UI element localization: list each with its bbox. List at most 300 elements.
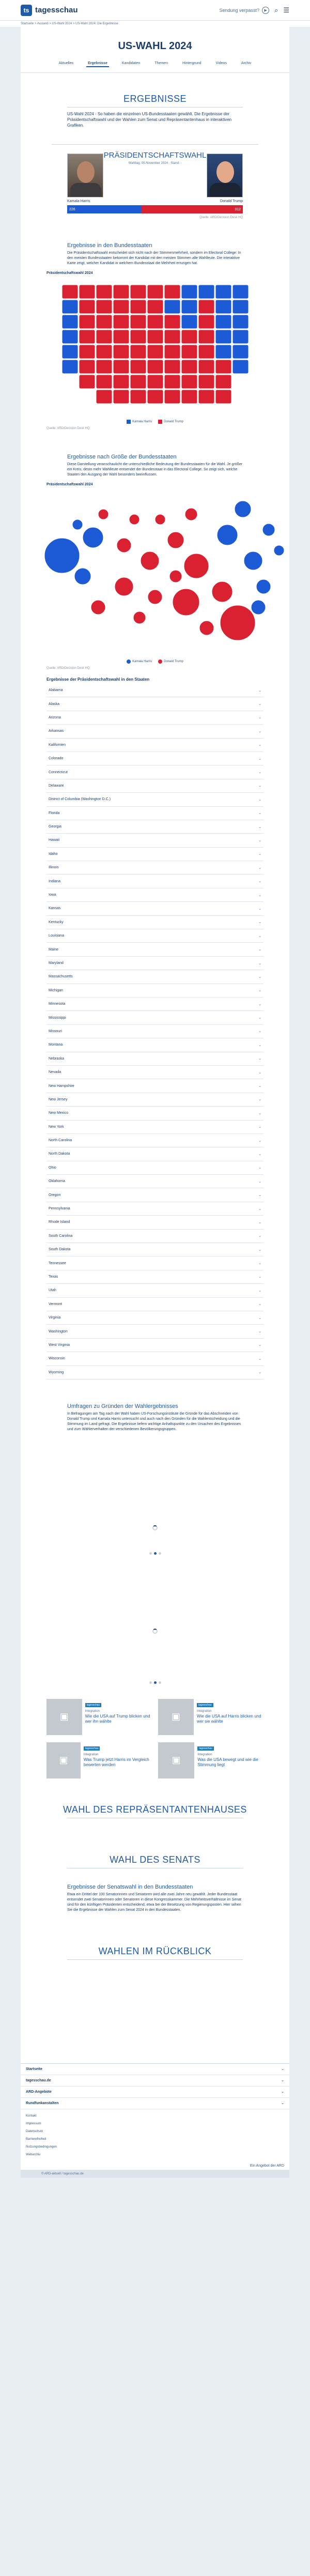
menu-icon[interactable]: ☰ [283, 6, 289, 14]
state-row[interactable]: Kentucky ⌄ [47, 916, 264, 929]
map-source: Quelle: ARD/Decision Desk HQ [47, 427, 90, 430]
state-bubble [251, 600, 266, 615]
state-shape [181, 375, 197, 389]
chevron-down-icon: ⌄ [258, 852, 261, 856]
state-bubble [274, 545, 284, 556]
live-label: Sendung verpasst? [219, 7, 260, 13]
polls-section [67, 1403, 243, 1432]
state-bubble [169, 570, 182, 582]
legend-rep: Donald Trump [158, 420, 183, 424]
chevron-down-icon: ⌄ [258, 1070, 261, 1075]
state-shape [130, 390, 146, 404]
state-row[interactable]: Idaho ⌄ [47, 848, 264, 861]
state-row[interactable]: Ohio ⌄ [47, 1161, 264, 1175]
ard-logo[interactable]: Ein Angebot der ARD [250, 2164, 284, 2168]
chevron-down-icon: ⌄ [258, 921, 261, 925]
chevron-down-icon: ⌄ [281, 2090, 284, 2094]
chevron-down-icon: ⌄ [258, 838, 261, 842]
state-shape [147, 300, 163, 314]
teaser-card[interactable]: ▣ tagesschau Integration Was Trump jetzt Harris im Vergleich bewerten werden [47, 1742, 152, 1778]
image-placeholder-icon: ▣ [158, 1742, 194, 1778]
state-shape [113, 285, 129, 299]
harris-votes-bar: 226 [67, 205, 141, 213]
chevron-down-icon: ⌄ [281, 2079, 284, 2083]
trump-votes-bar: 312 [141, 205, 243, 213]
top-bar [0, 0, 310, 21]
cartogram-text: Diese Darstellung veranschaulicht die unterschiedliche Bedeutung der Bundesstaaten für die Wahl. Je größer ein Kreis, desto mehr Wahlleute entsendet der Bundesstaat in das Electoral College. So zeigt sich, welche Staaten den Ausgang der Wahl besonders beeinflussen. [67, 463, 243, 477]
state-row[interactable]: Washington ⌄ [47, 1325, 264, 1338]
state-bubble [167, 532, 184, 548]
tagesschau-logo-icon: ts [21, 5, 32, 16]
senate-heading: WAHL DES SENATS [110, 1854, 200, 1865]
state-row[interactable]: Colorado ⌄ [47, 752, 264, 765]
state-shape [147, 375, 163, 389]
state-row[interactable]: New Jersey ⌄ [47, 1093, 264, 1107]
state-shape [96, 360, 112, 374]
state-shape [147, 285, 163, 299]
chevron-down-icon: ⌄ [258, 907, 261, 911]
state-row[interactable]: Nebraska ⌄ [47, 1052, 264, 1066]
map-section-title: Ergebnisse in den Bundesstaaten [67, 242, 152, 249]
polls-title: Umfragen zu Gründen der Wahlergebnisses [67, 1403, 178, 1409]
state-row[interactable]: North Carolina ⌄ [47, 1134, 264, 1147]
states-accordion [47, 684, 264, 1379]
breadcrumb[interactable]: Startseite > Ausland > US-Wahl 2024 > US-Wahl 2024: Die Ergebnisse [0, 21, 310, 27]
state-row[interactable]: Michigan ⌄ [47, 984, 264, 998]
state-row[interactable]: Georgia ⌄ [47, 820, 264, 834]
state-bubble [185, 508, 197, 520]
chevron-down-icon: ⌄ [258, 811, 261, 816]
chevron-down-icon: ⌄ [258, 1220, 261, 1224]
state-shape [233, 285, 249, 299]
state-row[interactable]: Hawaii ⌄ [47, 834, 264, 847]
main-content [21, 27, 289, 2063]
states-list-title: Ergebnisse der Präsidentschaftswahl in den Staaten [47, 677, 150, 682]
state-bubble [115, 577, 133, 596]
state-shape [130, 375, 146, 389]
state-shape [233, 315, 249, 329]
state-shape [164, 330, 180, 344]
state-shape [198, 375, 214, 389]
chevron-down-icon: ⌄ [258, 1002, 261, 1006]
state-shape [62, 345, 78, 359]
teaser-grid [47, 1699, 264, 1778]
state-row[interactable]: Pennsylvania ⌄ [47, 1202, 264, 1216]
state-row[interactable]: Tennessee ⌄ [47, 1256, 264, 1270]
chevron-down-icon: ⌄ [258, 1330, 261, 1334]
state-shape [79, 300, 95, 314]
footer-link[interactable]: Barrierefreiheit [26, 2137, 47, 2141]
state-shape [130, 300, 146, 314]
state-shape [164, 315, 180, 329]
state-row[interactable]: Florida ⌄ [47, 807, 264, 820]
state-shape [79, 330, 95, 344]
state-shape [164, 345, 180, 359]
chevron-down-icon: ⌄ [258, 1043, 261, 1047]
state-bubble [83, 527, 103, 548]
state-shape [96, 345, 112, 359]
state-shape [96, 315, 112, 329]
cartogram-figure-title: Präsidentschaftswahl 2024 [47, 483, 93, 486]
state-shape [233, 345, 249, 359]
state-bubble [155, 514, 165, 525]
state-shape [198, 330, 214, 344]
teaser-card[interactable]: ▣ tagesschau Integration Wie die USA auf Harris blicken und wer sie wählte [158, 1699, 264, 1735]
state-shape [130, 330, 146, 344]
state-shape [62, 300, 78, 314]
cartogram-source: Quelle: ARD/Decision Desk HQ [47, 667, 90, 670]
electoral-bar [67, 205, 243, 213]
state-shape [164, 300, 180, 314]
state-shape [215, 360, 231, 374]
state-shape [113, 390, 129, 404]
tab-hintergrund[interactable]: Hintergrund [182, 62, 202, 65]
state-bubble [44, 538, 80, 573]
state-shape [62, 315, 78, 329]
chevron-down-icon: ⌄ [258, 1275, 261, 1279]
footer-item[interactable]: tagesschau.de ⌄ [21, 2075, 289, 2087]
slider-dots[interactable] [21, 1681, 289, 1684]
state-shape [164, 285, 180, 299]
chevron-down-icon: ⌄ [258, 1302, 261, 1307]
tab-archiv[interactable]: Archiv [241, 62, 252, 65]
state-row[interactable]: South Carolina ⌄ [47, 1230, 264, 1243]
state-shape [96, 300, 112, 314]
teaser-card[interactable]: ▣ tagesschau Integration Was die USA bewegt und wie die Stimmung liegt [158, 1742, 264, 1778]
chevron-down-icon: ⌄ [258, 716, 261, 720]
chevron-down-icon: ⌄ [258, 1152, 261, 1156]
tab-themen[interactable]: Themen [154, 62, 168, 65]
state-shape [147, 345, 163, 359]
state-shape [96, 330, 112, 344]
state-shape [198, 390, 214, 404]
image-placeholder-icon: ▣ [47, 1699, 82, 1735]
chevron-down-icon: ⌄ [258, 1016, 261, 1020]
chevron-down-icon: ⌄ [281, 2102, 284, 2106]
house-heading: WAHL DES REPRÄSENTANTENHAUSES [63, 1804, 247, 1815]
state-row[interactable]: New Hampshire ⌄ [47, 1079, 264, 1093]
chevron-down-icon: ⌄ [258, 975, 261, 979]
state-shape [62, 285, 78, 299]
tab-bar [21, 60, 289, 73]
state-shape [130, 285, 146, 299]
state-shape [113, 300, 129, 314]
state-shape [198, 300, 214, 314]
state-shape [181, 315, 197, 329]
state-shape [164, 375, 180, 389]
state-shape [79, 345, 95, 359]
loading-spinner-icon [152, 1629, 158, 1634]
state-shape [62, 360, 78, 374]
presidential-card [52, 144, 258, 222]
footer-item[interactable]: Startseite ⌄ [21, 2064, 289, 2075]
state-row[interactable]: Wyoming ⌄ [47, 1366, 264, 1379]
chevron-down-icon: ⌄ [258, 798, 261, 802]
state-shape [215, 300, 231, 314]
state-row[interactable]: Mississippi ⌄ [47, 1011, 264, 1024]
map-section-text: Die Präsidentschaftswahl entscheidet sich nicht nach der Stimmenmehrheit, sondern im Electoral College: In den meisten Bundesstaaten bekommt der Kandidat mit den meisten Stimmen alle Wahlleute. Die interaktive Karte zeigt, welcher Kandidat in welchem Bundesstaat die Mehrheit errungen hat. [67, 251, 241, 265]
chevron-down-icon: ⌄ [258, 1262, 261, 1266]
live-link[interactable] [220, 7, 270, 14]
chevron-down-icon: ⌄ [258, 1139, 261, 1143]
state-row[interactable]: Louisiana ⌄ [47, 929, 264, 943]
state-row[interactable]: Kansas ⌄ [47, 902, 264, 915]
state-shape [147, 330, 163, 344]
image-placeholder-icon: ▣ [47, 1742, 81, 1778]
state-row[interactable]: New York ⌄ [47, 1121, 264, 1134]
chevron-down-icon: ⌄ [258, 784, 261, 788]
state-shape [147, 390, 163, 404]
state-shape [233, 360, 249, 374]
cartogram-legend [21, 660, 289, 664]
state-bubble [235, 501, 251, 517]
footer-link[interactable]: Nutzungsbedingungen [26, 2145, 57, 2149]
state-shape [181, 285, 197, 299]
teaser-card[interactable]: ▣ tagesschau Integration Wie die USA auf Trump blicken und wer ihn wählte [47, 1699, 152, 1735]
chevron-down-icon: ⌄ [258, 1125, 261, 1129]
state-row[interactable]: District of Columbia (Washington D.C.) ⌄ [47, 793, 264, 806]
state-bubble [256, 579, 271, 594]
slider-dots[interactable] [21, 1552, 289, 1555]
chevron-down-icon: ⌄ [258, 702, 261, 707]
page-title: US-WAHL 2024 [118, 40, 192, 52]
harris-name: Kamala Harris [67, 200, 90, 203]
state-row[interactable]: Rhode Island ⌄ [47, 1216, 264, 1229]
state-row[interactable]: Delaware ⌄ [47, 779, 264, 793]
state-shape [215, 390, 231, 404]
state-bubble [212, 581, 233, 602]
state-shape [147, 360, 163, 374]
state-row[interactable]: Maine ⌄ [47, 943, 264, 956]
state-row[interactable]: Vermont ⌄ [47, 1298, 264, 1311]
state-row[interactable]: Maryland ⌄ [47, 957, 264, 970]
copyright: © ARD-aktuell / tagesschau.de [21, 2170, 289, 2178]
state-row[interactable]: Oregon ⌄ [47, 1188, 264, 1202]
presidential-subtitle: Wahltag: 05.November 2024 · Stand: - [128, 162, 182, 165]
state-shape [181, 330, 197, 344]
chevron-down-icon: ⌄ [258, 729, 261, 733]
chevron-down-icon: ⌄ [258, 825, 261, 829]
chevron-down-icon: ⌄ [258, 1371, 261, 1375]
footer [21, 2063, 289, 2170]
chevron-down-icon: ⌄ [258, 1166, 261, 1170]
state-bubble [91, 600, 105, 615]
state-shape [96, 390, 112, 404]
state-row[interactable]: Wisconsin ⌄ [47, 1352, 264, 1366]
state-shape [147, 315, 163, 329]
state-bubble [148, 590, 162, 604]
chevron-down-icon: ⌄ [258, 1357, 261, 1361]
state-shape [96, 285, 112, 299]
state-shape [79, 360, 95, 374]
chevron-down-icon: ⌄ [258, 934, 261, 938]
footer-item[interactable]: ARD-Angebote ⌄ [21, 2087, 289, 2098]
state-shape [113, 345, 129, 359]
state-shape [130, 345, 146, 359]
chevron-down-icon: ⌄ [258, 1234, 261, 1238]
state-shape [181, 300, 197, 314]
tab-aktuelles[interactable]: Aktuelles [58, 62, 74, 65]
state-shape [164, 390, 180, 404]
state-shape [215, 330, 231, 344]
trump-name: Donald Trump [220, 200, 243, 203]
state-shape [62, 330, 78, 344]
bubble-cartogram[interactable] [21, 488, 289, 654]
state-row[interactable]: Missouri ⌄ [47, 1025, 264, 1038]
state-shape [181, 345, 197, 359]
state-shape [198, 315, 214, 329]
state-shape [198, 345, 214, 359]
harris-portrait [67, 154, 103, 197]
state-row[interactable]: Arkansas ⌄ [47, 725, 264, 738]
footer-item[interactable]: Rundfunkanstalten ⌄ [21, 2098, 289, 2109]
state-bubble [98, 509, 109, 519]
state-bubble [199, 621, 214, 635]
state-bubble [217, 525, 238, 545]
chevron-down-icon: ⌄ [258, 948, 261, 952]
footer-link[interactable]: Kontakt [26, 2114, 37, 2118]
state-row[interactable]: Oklahoma ⌄ [47, 1175, 264, 1188]
state-row[interactable]: Alabama ⌄ [47, 684, 264, 697]
state-bubble [133, 611, 146, 624]
tab-ergebnisse[interactable]: Ergebnisse [86, 60, 109, 67]
state-shape [198, 285, 214, 299]
chevron-down-icon: ⌄ [258, 1098, 261, 1102]
state-shape [96, 375, 112, 389]
state-bubble [262, 524, 275, 536]
state-row[interactable]: Alaska ⌄ [47, 697, 264, 711]
state-row[interactable]: Montana ⌄ [47, 1038, 264, 1052]
results-heading: ERGEBNISSE [123, 94, 187, 104]
state-shape [113, 330, 129, 344]
state-shape [130, 315, 146, 329]
polls-text: In Befragungen am Tag nach der Wahl haben US-Forschungsinstitute die Gründe für das Abschneiden von Donald Trump und Kamala Harris untersucht und auch nach den Gründen für die Wahlentscheidung und die Stimmung im Land gefragt. Die Ergebnisse liefern wichtige Anhaltspunkte zu den Ursachen des Ergebnisses und zum Wählerverhalten der verschiedenen Bevölkerungsgruppen. [67, 1412, 241, 1431]
tab-kandidaten[interactable]: Kandidaten [121, 62, 141, 65]
footer-link[interactable]: Webarchiv [26, 2153, 41, 2156]
presidential-title: PRÄSIDENTSCHAFTSWAHL [103, 151, 207, 160]
state-row[interactable]: North Dakota ⌄ [47, 1147, 264, 1161]
image-placeholder-icon: ▣ [158, 1699, 194, 1735]
chevron-down-icon: ⌄ [258, 1289, 261, 1293]
chevron-down-icon: ⌄ [258, 1057, 261, 1061]
state-shape [198, 360, 214, 374]
state-row[interactable]: Indiana ⌄ [47, 875, 264, 888]
chevron-down-icon: ⌄ [258, 961, 261, 965]
chevron-down-icon: ⌄ [281, 2067, 284, 2072]
state-row[interactable]: Arizona ⌄ [47, 711, 264, 725]
poll-slider-2[interactable] [21, 1561, 289, 1691]
state-shape [181, 360, 197, 374]
legend-rep-2: Donald Trump [158, 660, 183, 664]
state-bubble [74, 568, 91, 585]
cartogram-title: Ergebnisse nach Größe der Bundesstaaten [67, 454, 177, 460]
state-shape [113, 375, 129, 389]
state-row[interactable]: Connecticut ⌄ [47, 765, 264, 779]
state-shape [79, 315, 95, 329]
map-figure-title: Präsidentschaftswahl 2024 [47, 271, 93, 275]
chevron-down-icon: ⌄ [258, 771, 261, 775]
state-row[interactable]: Massachusetts ⌄ [47, 970, 264, 984]
state-bubble [173, 589, 199, 616]
state-shape [79, 375, 95, 389]
chevron-down-icon: ⌄ [258, 1316, 261, 1320]
loading-spinner-icon [152, 1525, 158, 1530]
footer-link[interactable]: Datenschutz [26, 2129, 43, 2133]
state-row[interactable]: Nevada ⌄ [47, 1066, 264, 1079]
results-lead: US-Wahl 2024 - So haben die einzelnen US-Bundesstaaten gewählt. Die Ergebnisse der Präsidentschaftswahl und der Wahlen zum Senat und Repräsentantenhaus in interaktiven Grafiken. [67, 112, 232, 128]
chevron-down-icon: ⌄ [258, 866, 261, 870]
logo[interactable] [21, 5, 78, 16]
chevron-down-icon: ⌄ [258, 1030, 261, 1034]
chevron-down-icon: ⌄ [258, 893, 261, 897]
footer-link[interactable]: Impressum [26, 2122, 41, 2125]
state-row[interactable]: Virginia ⌄ [47, 1311, 264, 1325]
state-row[interactable]: New Mexico ⌄ [47, 1107, 264, 1120]
presidential-source: Quelle: ARD/Decision Desk HQ [199, 216, 243, 219]
state-shape [215, 285, 231, 299]
chevron-down-icon: ⌄ [258, 688, 261, 693]
chevron-down-icon: ⌄ [258, 757, 261, 761]
state-row[interactable]: Utah ⌄ [47, 1284, 264, 1297]
state-shape [215, 375, 231, 389]
senate-text: Etwa ein Drittel der 100 Senatorinnen und Senatoren wird alle zwei Jahre neu gewählt. Jeder Bundesstaat entsendet zwei Senatorinnen oder Senatoren in diese Kongresskammer. Die Mehrheitsverhältnisse im Senat sind für den künftigen Präsidenten entscheidend, etwa bei der Besetzung von Regierungsposten. Hier sehen Sie die Ergebnisse der Wahlen zum Senat 2024 in den Bundesstaaten. [67, 1892, 241, 1912]
candidates [52, 154, 258, 197]
state-row[interactable]: South Dakota ⌄ [47, 1243, 264, 1256]
chevron-down-icon: ⌄ [258, 1193, 261, 1198]
state-bubble [117, 538, 131, 553]
state-row[interactable]: Texas ⌄ [47, 1270, 264, 1284]
trump-portrait [207, 154, 243, 197]
senate-title: Ergebnisse der Senatswahl in den Bundesstaaten [67, 1883, 193, 1890]
search-icon[interactable]: ⌕ [274, 6, 278, 14]
state-row[interactable]: Illinois ⌄ [47, 861, 264, 875]
legend-dem-2: Kamala Harris [127, 660, 152, 664]
us-states-map[interactable] [21, 277, 289, 417]
chevron-down-icon: ⌄ [258, 989, 261, 993]
tab-videos[interactable]: Videos [215, 62, 227, 65]
state-bubble [141, 551, 159, 570]
state-shape [233, 330, 249, 344]
state-bubble [129, 514, 140, 525]
state-bubble [72, 519, 83, 530]
state-shape [164, 360, 180, 374]
state-shape [113, 315, 129, 329]
state-row[interactable]: Iowa ⌄ [47, 888, 264, 902]
state-shape [113, 360, 129, 374]
state-row[interactable]: Minnesota ⌄ [47, 998, 264, 1011]
chevron-down-icon: ⌄ [258, 880, 261, 884]
map-legend [21, 420, 289, 424]
chevron-down-icon: ⌄ [258, 1207, 261, 1211]
chevron-down-icon: ⌄ [258, 1343, 261, 1347]
state-row[interactable]: Kalifornien ⌄ [47, 739, 264, 752]
chevron-down-icon: ⌄ [258, 1248, 261, 1252]
poll-slider-1[interactable] [21, 1432, 289, 1561]
state-bubble [244, 551, 262, 570]
state-shape [181, 390, 197, 404]
retro-heading: WAHLEN IM RÜCKBLICK [98, 1945, 212, 1956]
chevron-down-icon: ⌄ [258, 1111, 261, 1115]
state-shape [233, 300, 249, 314]
state-bubble [220, 605, 255, 640]
legend-dem: Kamala Harris [127, 420, 152, 424]
candidate-names [52, 197, 258, 203]
logo-text: tagesschau [35, 6, 78, 14]
state-shape [215, 315, 231, 329]
state-row[interactable]: West Virginia ⌄ [47, 1339, 264, 1352]
footer-links [21, 2109, 289, 2162]
chevron-down-icon: ⌄ [258, 1179, 261, 1184]
